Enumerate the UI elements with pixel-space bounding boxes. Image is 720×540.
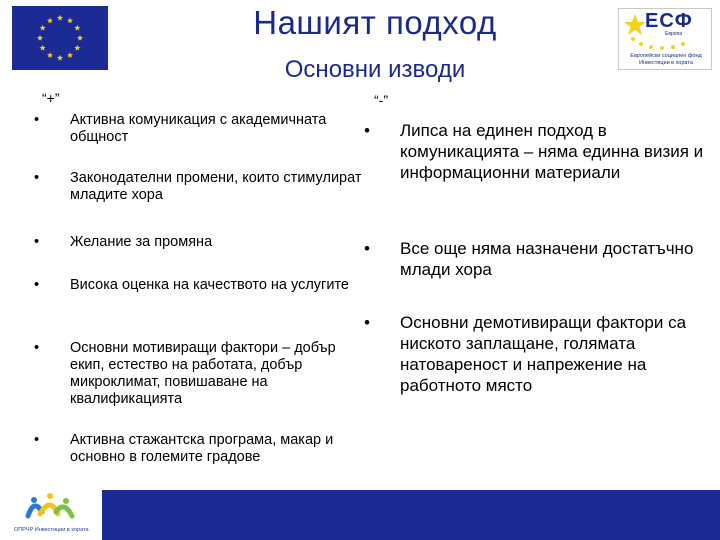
esf-acronym: ЕСФ [645, 10, 693, 32]
list-item [34, 234, 364, 251]
footer-logo-caption: ОПРЧР Инвестиции в хората [14, 527, 89, 533]
esf-logo [618, 8, 712, 70]
footer-logo [0, 490, 102, 540]
slide-title: Нашият подход [253, 4, 497, 41]
positive-item-5: Основни мотивиращи фактори – добър екип, естество на работата, добър микроклимат, повишаване на квалификацията [70, 340, 336, 407]
list-item [364, 312, 704, 396]
positive-item-1: Активна комуникация с академичната общност [70, 112, 327, 145]
bullet: • [34, 234, 40, 250]
eu-star-icon [57, 15, 63, 21]
negatives-heading: “-” [374, 92, 388, 108]
bullet: • [34, 277, 40, 293]
bullet: • [34, 340, 40, 356]
eu-star-icon [57, 55, 63, 61]
bullet: • [34, 432, 40, 448]
negatives-column [364, 90, 704, 395]
eu-star-icon [40, 25, 46, 31]
list-item [364, 120, 704, 183]
slide-footer [0, 490, 720, 540]
esf-stars-arc-icon [629, 35, 703, 51]
slide-header [0, 0, 720, 92]
eu-star-icon [47, 52, 53, 58]
bullet: • [364, 121, 370, 140]
op-logo-icon [0, 490, 102, 526]
negative-item-2: Все още няма назначени достатъчно млади хора [400, 239, 694, 279]
positive-item-4: Висока оценка на качеството на услугите [70, 277, 349, 293]
eu-star-icon [74, 45, 80, 51]
list-item [34, 170, 364, 204]
bullet: • [364, 313, 370, 332]
positive-item-3: Желание за промяна [70, 234, 213, 250]
positive-item-2: Законодателни промени, които стимулират младите хора [70, 170, 362, 203]
eu-star-icon [37, 35, 43, 41]
eu-star-icon [67, 17, 73, 23]
esf-tagline: Европа [665, 31, 683, 37]
esf-line-2: Инвестиции в хората [639, 60, 693, 66]
esf-line-1: Европейски социален фонд [630, 53, 702, 59]
list-item [34, 432, 364, 466]
eu-star-icon [77, 35, 83, 41]
eu-star-icon [47, 17, 53, 23]
positive-item-6: Активна стажантска програма, макар и основно в големите градове [70, 432, 334, 465]
list-item [34, 340, 364, 408]
eu-star-icon [74, 25, 80, 31]
slide-subtitle: Основни изводи [284, 56, 466, 83]
esf-star-icon [623, 13, 647, 37]
positives-column [34, 90, 364, 465]
positives-heading: “+” [42, 90, 60, 106]
negative-item-1: Липса на единен подход в комуникацията – няма единна визия и информационни материали [400, 121, 704, 182]
list-item [34, 112, 364, 146]
list-item [364, 238, 704, 280]
bullet: • [364, 239, 370, 258]
list-item [34, 277, 364, 294]
negative-item-3: Основни демотивиращи фактори са ниското заплащане, голямата натовареност и напрежение на работното място [400, 313, 687, 395]
eu-star-icon [67, 52, 73, 58]
eu-flag-icon [12, 6, 108, 70]
bullet: • [34, 170, 40, 186]
eu-star-icon [40, 45, 46, 51]
bullet: • [34, 112, 40, 128]
